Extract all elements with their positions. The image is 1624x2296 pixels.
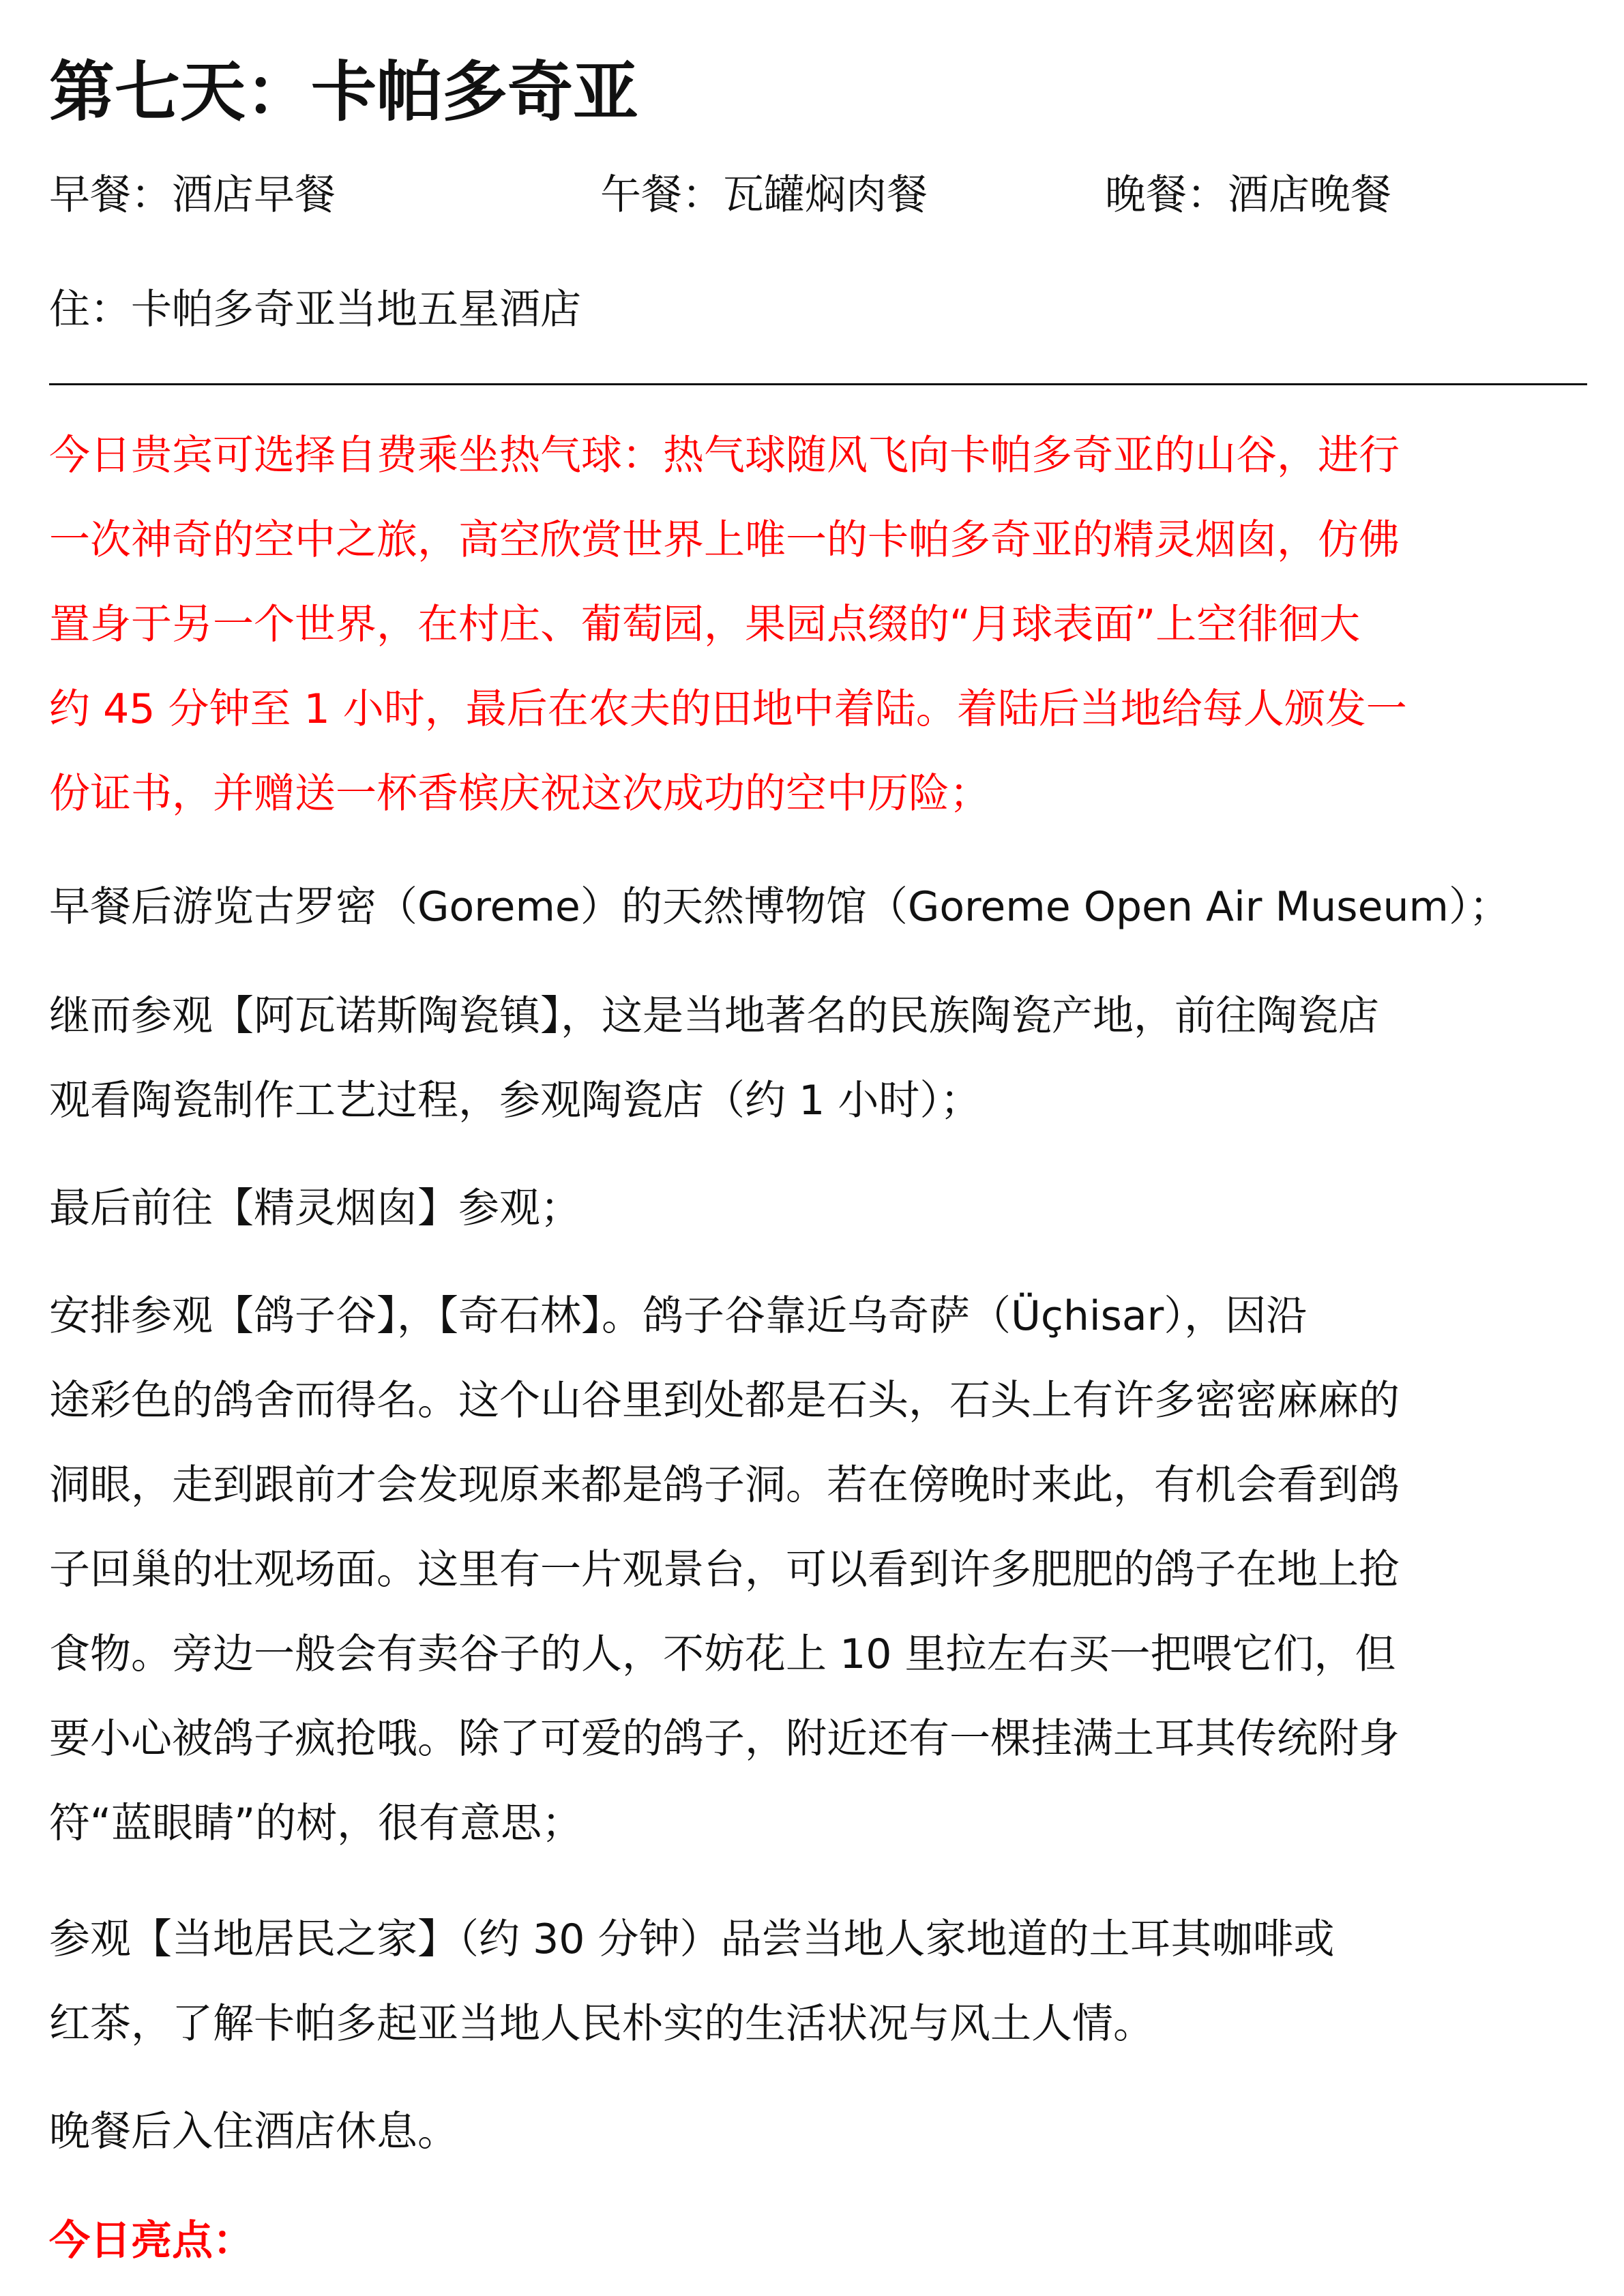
paragraph-line: 早餐后游览古罗密（Goreme）的天然博物馆（Goreme Open Air Museum）； xyxy=(49,883,1510,931)
paragraph-line: 份证书，并赠送一杯香槟庆祝这次成功的空中历险； xyxy=(49,770,990,818)
paragraph-local-home xyxy=(49,1897,1516,2066)
paragraph-line: 洞眼，走到跟前才会发现原来都是鸽子洞。若在傍晚时来此，有机会看到鸽 xyxy=(49,1461,1400,1509)
lodging-info: 住：卡帕多奇亚当地五星酒店 xyxy=(49,286,581,333)
paragraph-line: 观看陶瓷制作工艺过程，参观陶瓷店（约 1 小时）； xyxy=(49,1077,981,1124)
paragraph-hotel-rest xyxy=(49,2089,1516,2174)
paragraph-line: 子回巢的壮观场面。这里有一片观景台，可以看到许多肥肥的鸽子在地上抢 xyxy=(49,1546,1400,1594)
paragraph-line: 今日贵宾可选择自费乘坐热气球：热气球随风飞向卡帕多奇亚的山谷，进行 xyxy=(49,432,1400,479)
paragraph-line: 食物。旁边一般会有卖谷子的人，不妨花上 10 里拉左右买一把喂它们，但 xyxy=(49,1630,1396,1678)
paragraph-line: 符“蓝眼睛”的树，很有意思； xyxy=(49,1800,583,1847)
paragraph-line: 约 45 分钟至 1 小时，最后在农夫的田地中着陆。着陆后当地给每人颁发一 xyxy=(49,685,1407,733)
paragraph-line: 一次神奇的空中之旅，高空欣赏世界上唯一的卡帕多奇亚的精灵烟囱，仿佛 xyxy=(49,516,1400,564)
paragraph-line: 晚餐后入住酒店休息。 xyxy=(49,2108,458,2156)
meal-dinner: 晚餐：酒店晚餐 xyxy=(1105,171,1391,219)
section-divider xyxy=(49,383,1587,385)
paragraph-line: 安排参观【鸽子谷】，【奇石林】。鸽子谷靠近乌奇萨（Üçhisar），因沿 xyxy=(49,1292,1308,1340)
paragraph-line: 红茶，了解卡帕多起亚当地人民朴实的生活状况与风土人情。 xyxy=(49,2000,1154,2048)
paragraph-line: 置身于另一个世界，在村庄、葡萄园，果园点缀的“月球表面”上空徘徊大 xyxy=(49,601,1361,648)
meal-lunch: 午餐：瓦罐焖肉餐 xyxy=(600,171,928,219)
paragraph-goreme-museum xyxy=(49,865,1516,949)
paragraph-avanos-pottery xyxy=(49,974,1516,1143)
paragraph-pigeon-valley xyxy=(49,1274,1516,1866)
paragraph-line: 参观【当地居民之家】（约 30 分钟）品尝当地人家地道的土耳其咖啡或 xyxy=(49,1915,1335,1963)
paragraph-line: 途彩色的鸽舍而得名。这个山谷里到处都是石头，石头上有许多密密麻麻的 xyxy=(49,1377,1400,1425)
paragraph-line: 要小心被鸽子疯抢哦。除了可爱的鸽子，附近还有一棵挂满土耳其传统附身 xyxy=(49,1715,1400,1763)
today-highlights-label: 今日亮点： xyxy=(49,2217,254,2265)
paragraph-line: 最后前往【精灵烟囱】参观； xyxy=(49,1184,581,1232)
paragraph-fairy-chimneys xyxy=(49,1166,1516,1251)
meal-breakfast: 早餐：酒店早餐 xyxy=(49,171,336,219)
paragraph-hot-air-balloon xyxy=(49,413,1516,836)
paragraph-line: 继而参观【阿瓦诺斯陶瓷镇】，这是当地著名的民族陶瓷产地，前往陶瓷店 xyxy=(49,992,1379,1040)
page-title: 第七天：卡帕多奇亚 xyxy=(49,54,638,130)
